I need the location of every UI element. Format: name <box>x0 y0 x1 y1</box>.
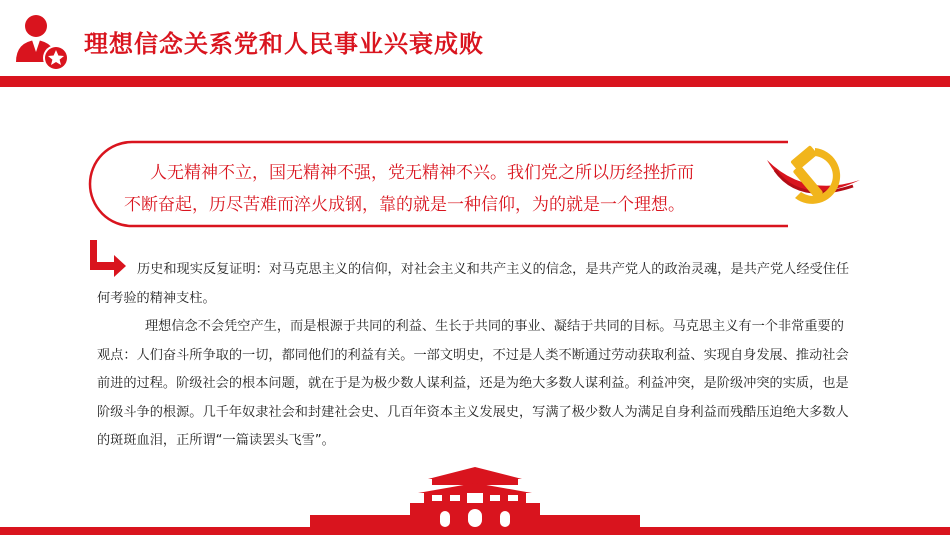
paragraph: 历史和现实反复证明：对马克思主义的信仰，对社会主义和共产主义的信念，是共产党人的政治灵魂，是共产党人经受住任何考验的精神支柱。 <box>97 262 850 306</box>
quote-line-1: 人无精神不立，国无精神不强，党无精神不兴。我们党之所以历经挫折而 <box>150 163 694 183</box>
header-divider <box>0 76 950 87</box>
tiananmen-silhouette <box>0 465 950 535</box>
body-text <box>97 256 857 456</box>
paragraph: 理想信念不会凭空产生，而是根源于共同的利益、生长于共同的事业、凝结于共同的目标。马克思主义有一个非常重要的观点：人们奋斗所争取的一切，都同他们的利益有关。一部文明史，不过是人类不断通过劳动获取利益、实现自身发展、推动社会前进的过程。阶级社会的根本问题，就在于是为极少数人谋利益，还是为绝大多数人谋利益。利益冲突，是阶级冲突的实质，也是阶级斗争的根源。几千年奴隶社会和封建社会史、几百年资本主义发展史，写满了极少数人为满足自身利益而残酷压迫绝大多数人的斑斑血泪，正所谓“一篇读罢头飞雪”。 <box>97 319 849 448</box>
page-title: 理想信念关系党和人民事业兴衰成败 <box>84 30 484 58</box>
quote-line-2: 不断奋起，历尽苦难而淬火成钢，靠的就是一种信仰，为的就是一个理想。 <box>124 195 685 215</box>
hammer-sickle-emblem <box>765 140 865 220</box>
party-member-icon <box>12 8 74 74</box>
